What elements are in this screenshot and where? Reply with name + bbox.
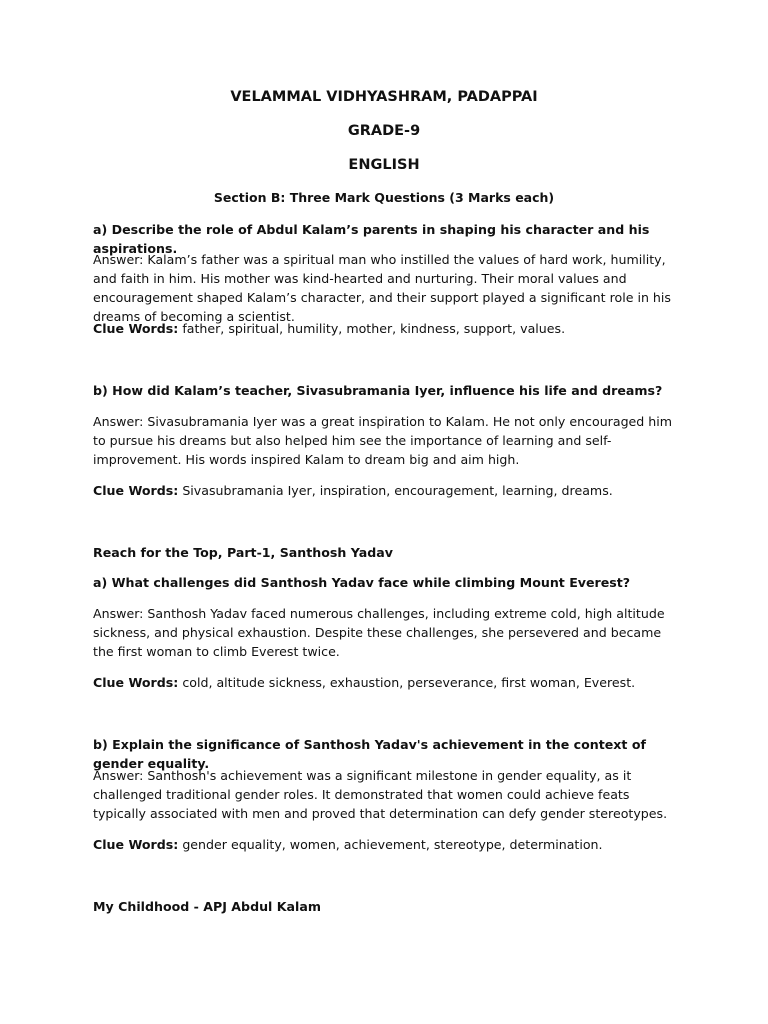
question-4: b) Explain the significance of Santhosh Yadav's achievement in the context of gender equality. — [93, 737, 646, 771]
school-name: VELAMMAL VIDHYASHRAM, PADAPPAI — [230, 89, 538, 105]
answer-4: Answer: Santhosh's achievement was a significant milestone in gender equality, as it challenged traditional gender roles. It demonstrated that women could achieve feats typically associated with men and proved that determination can defy gender stereotypes. — [93, 768, 668, 821]
clue-words-2 — [93, 481, 678, 500]
question-3: a) What challenges did Santhosh Yadav face while climbing Mount Everest? — [93, 575, 631, 590]
question-2: b) How did Kalam’s teacher, Sivasubramania Iyer, influence his life and dreams? — [93, 383, 663, 398]
clue-words-text: gender equality, women, achievement, stereotype, determination. — [178, 837, 603, 852]
chapter-heading-childhood: My Childhood - APJ Abdul Kalam — [93, 899, 321, 914]
section-heading: Section B: Three Mark Questions (3 Marks each) — [213, 190, 555, 205]
clue-words-text: father, spiritual, humility, mother, kindness, support, values. — [178, 321, 566, 336]
chapter-heading-santhosh: Reach for the Top, Part-1, Santhosh Yadav — [93, 545, 393, 560]
answer-2: Answer: Sivasubramania Iyer was a great inspiration to Kalam. He not only encouraged him to pursue his dreams but also helped him see the importance of learning and self-improvement. His words inspired Kalam to dream big and aim high. — [93, 414, 673, 467]
answer-1: Answer: Kalam’s father was a spiritual man who instilled the values of hard work, humility, and faith in him. His mother was kind-hearted and nurturing. Their moral values and encouragement shaped Kalam’s character, and their support played a significant role in his dreams of becoming a scientist. — [93, 252, 671, 324]
clue-words-label: Clue Words: — [93, 837, 179, 852]
clue-words-text: cold, altitude sickness, exhaustion, perseverance, first woman, Everest. — [178, 675, 636, 690]
clue-words-label: Clue Words: — [93, 321, 179, 336]
clue-words-1 — [93, 319, 678, 338]
clue-words-3 — [93, 673, 678, 692]
clue-words-label: Clue Words: — [93, 483, 179, 498]
question-1: a) Describe the role of Abdul Kalam’s parents in shaping his character and his aspirations. — [93, 222, 650, 256]
clue-words-text: Sivasubramania Iyer, inspiration, encouragement, learning, dreams. — [178, 483, 613, 498]
grade-heading: GRADE-9 — [347, 123, 421, 139]
clue-words-4 — [93, 835, 678, 854]
clue-words-label: Clue Words: — [93, 675, 179, 690]
answer-3: Answer: Santhosh Yadav faced numerous challenges, including extreme cold, high altitude sickness, and physical exhaustion. Despite these challenges, she persevered and became the first woman to climb Everest twice. — [93, 606, 665, 659]
subject-heading: ENGLISH — [348, 157, 420, 173]
